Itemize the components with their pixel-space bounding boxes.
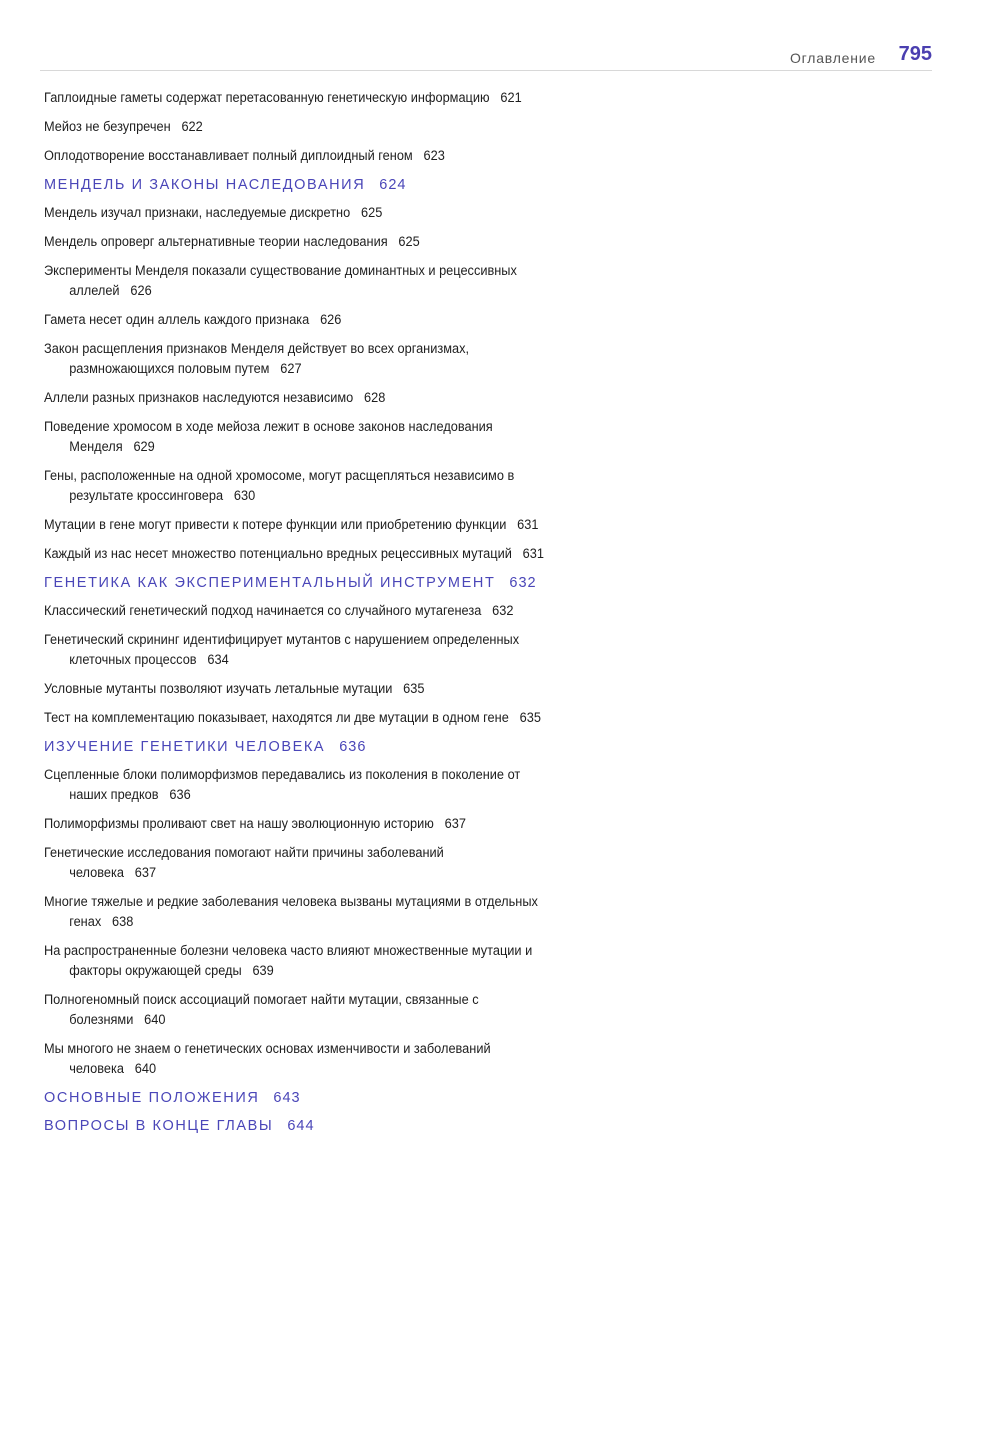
toc-entry-title: Сцепленные блоки полиморфизмов передавались из поколения в поколение от xyxy=(44,767,521,783)
toc-page-number: 621 xyxy=(500,90,522,106)
toc-entry xyxy=(44,203,665,223)
toc-entry xyxy=(44,990,665,1030)
toc-entry-continuation xyxy=(44,281,665,301)
toc-page-number: 628 xyxy=(364,390,386,406)
toc-entry-title-cont: размножающихся половым путем xyxy=(69,361,270,377)
toc-page-number: 640 xyxy=(134,1061,157,1077)
toc-entry-title-cont: аллелей xyxy=(69,283,120,299)
toc-entry-title: Мендель опроверг альтернативные теории наследования xyxy=(44,234,388,250)
toc-entry xyxy=(44,843,665,883)
toc-entry xyxy=(44,117,665,137)
toc-entry-title: Гаплоидные гаметы содержат перетасованную генетическую информацию xyxy=(44,90,490,106)
toc-entry-title: Генетический скрининг идентифицирует мутантов с нарушением определенных xyxy=(44,632,520,648)
toc-entry-title: Мендель изучал признаки, наследуемые дискретно xyxy=(44,205,351,221)
toc-entry xyxy=(44,544,665,564)
toc-entry-continuation xyxy=(44,785,665,805)
toc-entry-title: Генетические исследования помогают найти причины заболеваний xyxy=(44,845,444,861)
toc-entry xyxy=(44,765,665,805)
toc-entry-title-cont: результате кроссинговера xyxy=(69,488,224,504)
toc-page-number: 637 xyxy=(134,865,157,881)
toc-page-number: 636 xyxy=(169,787,191,803)
toc-entry xyxy=(44,679,665,699)
toc-entry-title: ИЗУЧЕНИЕ ГЕНЕТИКИ ЧЕЛОВЕКА xyxy=(44,739,326,755)
toc-page-number: 636 xyxy=(339,739,367,755)
toc-entry-title: Мутации в гене могут привести к потере функции или приобретению функции xyxy=(44,517,507,533)
toc-entry xyxy=(44,232,665,252)
toc-page-number: 639 xyxy=(252,963,274,979)
toc-page-number: 637 xyxy=(444,816,466,832)
toc-entry-title: МЕНДЕЛЬ И ЗАКОНЫ НАСЛЕДОВАНИЯ xyxy=(44,177,366,193)
toc-entry-continuation xyxy=(44,1010,665,1030)
toc-entry-title-cont: Менделя xyxy=(69,439,123,455)
toc-entry-continuation xyxy=(44,486,665,506)
toc-page-number: 624 xyxy=(379,177,407,193)
toc-entry-continuation xyxy=(44,863,665,883)
toc-section-heading xyxy=(44,737,664,757)
toc-page-number: 623 xyxy=(423,148,445,164)
toc-entry xyxy=(44,814,665,834)
toc-entry-title: ОСНОВНЫЕ ПОЛОЖЕНИЯ xyxy=(44,1090,260,1106)
toc-entry-title-cont: человека xyxy=(69,1061,124,1077)
table-of-contents xyxy=(44,88,664,1144)
toc-entry-title: Эксперименты Менделя показали существование доминантных и рецессивных xyxy=(44,263,517,279)
toc-entry-title: Условные мутанты позволяют изучать летальные мутации xyxy=(44,681,393,697)
toc-page-number: 631 xyxy=(522,546,544,562)
toc-entry-title: Полиморфизмы проливают свет на нашу эволюционную историю xyxy=(44,816,434,832)
toc-entry-title: Мы многого не знаем о генетических основах изменчивости и заболеваний xyxy=(44,1041,491,1057)
page-header xyxy=(40,40,932,71)
toc-entry-title: Оплодотворение восстанавливает полный диплоидный геном xyxy=(44,148,413,164)
toc-entry-title: Поведение хромосом в ходе мейоза лежит в основе законов наследования xyxy=(44,419,493,435)
toc-page-number: 640 xyxy=(144,1012,166,1028)
toc-page-number: 626 xyxy=(130,283,152,299)
toc-entry-continuation xyxy=(44,912,665,932)
toc-entry-title: Аллели разных признаков наследуются независимо xyxy=(44,390,354,406)
running-title: Оглавление xyxy=(789,50,876,66)
toc-entry-continuation xyxy=(44,961,665,981)
toc-entry-title-cont: клеточных процессов xyxy=(69,652,197,668)
toc-page-number: 622 xyxy=(181,119,203,135)
toc-entry-title: ВОПРОСЫ В КОНЦЕ ГЛАВЫ xyxy=(44,1118,274,1134)
toc-entry-title-cont: генах xyxy=(69,914,102,930)
toc-entry xyxy=(44,388,665,408)
toc-page-number: 625 xyxy=(361,205,383,221)
toc-entry xyxy=(44,515,665,535)
toc-section-heading xyxy=(44,1088,664,1108)
toc-page-number: 630 xyxy=(233,488,256,504)
toc-page-number: 626 xyxy=(320,312,342,328)
toc-entry-title: Каждый из нас несет множество потенциально вредных рецессивных мутаций xyxy=(44,546,512,562)
toc-page-number: 627 xyxy=(280,361,302,377)
toc-page-number: 635 xyxy=(519,710,541,726)
toc-entry-title: Гены, расположенные на одной хромосоме, могут расщепляться независимо в xyxy=(44,468,515,484)
toc-entry xyxy=(44,1039,665,1079)
toc-entry xyxy=(44,339,665,379)
toc-page-number: 631 xyxy=(517,517,539,533)
toc-page-number: 644 xyxy=(287,1118,315,1134)
toc-page-number: 625 xyxy=(398,234,420,250)
toc-entry xyxy=(44,261,665,301)
toc-entry-continuation xyxy=(44,437,665,457)
toc-section-heading xyxy=(44,175,664,195)
toc-entry-continuation xyxy=(44,1059,665,1079)
toc-page-number: 638 xyxy=(112,914,134,930)
toc-entry-title-cont: болезнями xyxy=(69,1012,134,1028)
toc-entry xyxy=(44,417,665,457)
toc-entry-title-cont: наших предков xyxy=(69,787,159,803)
page-number: 795 xyxy=(898,43,932,65)
toc-entry xyxy=(44,146,665,166)
toc-entry-title: Тест на комплементацию показывает, находятся ли две мутации в одном гене xyxy=(44,710,509,726)
toc-page-number: 643 xyxy=(273,1090,301,1106)
toc-entry xyxy=(44,88,665,108)
toc-entry-title: Полногеномный поиск ассоциаций помогает найти мутации, связанные с xyxy=(44,992,479,1008)
toc-entry xyxy=(44,601,665,621)
toc-entry-title: Закон расщепления признаков Менделя действует во всех организмах, xyxy=(44,341,470,357)
toc-page-number: 634 xyxy=(207,652,229,668)
toc-entry-title: Классический генетический подход начинается со случайного мутагенеза xyxy=(44,603,482,619)
toc-entry xyxy=(44,310,665,330)
toc-page-number: 629 xyxy=(133,439,155,455)
toc-page-number: 632 xyxy=(492,603,514,619)
toc-entry-title: На распространенные болезни человека часто влияют множественные мутации и xyxy=(44,943,533,959)
toc-entry xyxy=(44,941,665,981)
toc-entry-title-cont: человека xyxy=(69,865,124,881)
toc-entry-title: Гамета несет один аллель каждого признака xyxy=(44,312,310,328)
toc-entry-title: Мейоз не безупречен xyxy=(44,119,171,135)
toc-entry xyxy=(44,708,665,728)
toc-page-number: 635 xyxy=(403,681,425,697)
toc-entry xyxy=(44,466,665,506)
toc-entry-title-cont: факторы окружающей среды xyxy=(69,963,242,979)
toc-entry-continuation xyxy=(44,650,665,670)
toc-entry xyxy=(44,630,665,670)
toc-entry-continuation xyxy=(44,359,665,379)
toc-section-heading xyxy=(44,1116,664,1136)
toc-section-heading xyxy=(44,573,664,593)
toc-entry-title: Многие тяжелые и редкие заболевания человека вызваны мутациями в отдельных xyxy=(44,894,538,910)
toc-entry-title: ГЕНЕТИКА КАК ЭКСПЕРИМЕНТАЛЬНЫЙ ИНСТРУМЕНТ xyxy=(44,575,496,591)
toc-entry xyxy=(44,892,665,932)
toc-page-number: 632 xyxy=(509,575,537,591)
